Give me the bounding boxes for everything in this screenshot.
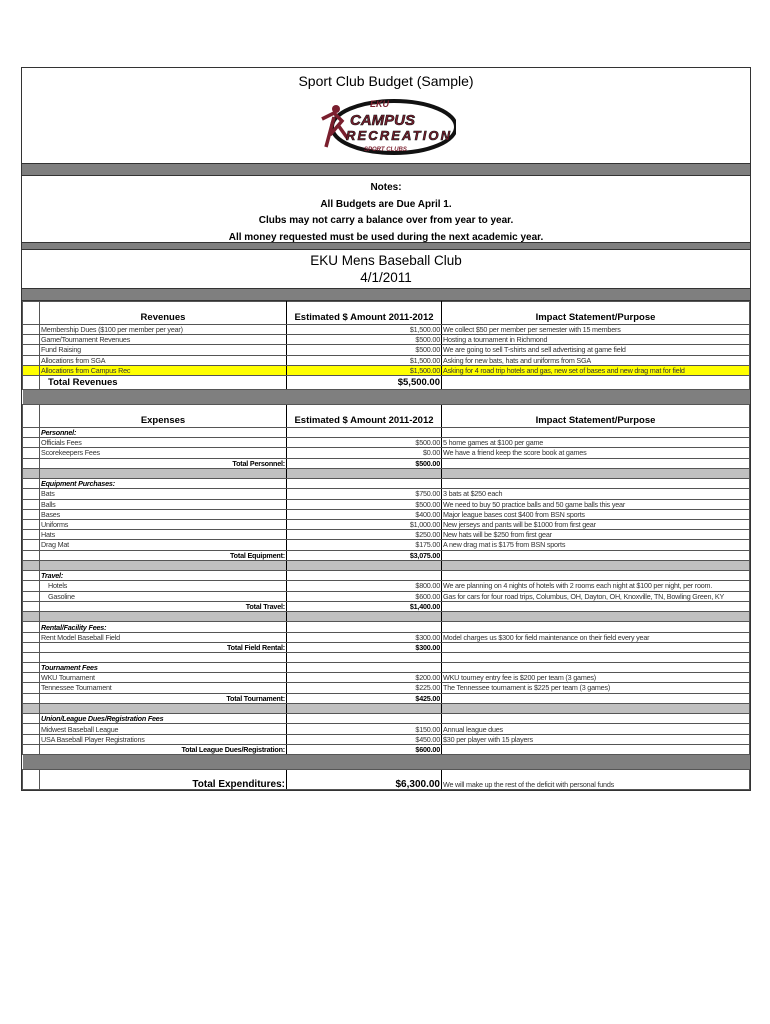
cell — [23, 448, 40, 458]
separator-bar — [22, 289, 750, 301]
cell — [23, 468, 40, 479]
expense-label: Bases — [40, 509, 287, 519]
cell — [442, 375, 750, 389]
cell — [40, 755, 287, 770]
cell — [442, 468, 750, 479]
revenue-amount: $500.00 — [287, 335, 442, 345]
cell — [23, 519, 40, 529]
expense-row — [23, 489, 750, 499]
separator-row — [23, 611, 750, 622]
cell — [23, 389, 40, 404]
cell — [23, 438, 40, 448]
cell — [23, 744, 40, 754]
cell — [23, 560, 40, 571]
cell — [40, 653, 287, 663]
revenue-label: Membership Dues ($100 per member per year) — [40, 325, 287, 335]
svg-text:EKU: EKU — [370, 99, 390, 109]
expense-section-title — [23, 427, 750, 437]
cell — [23, 404, 40, 427]
revenue-label: Allocations from Campus Rec — [40, 365, 287, 375]
cell — [287, 653, 442, 663]
cell — [287, 479, 442, 489]
expense-row — [23, 734, 750, 744]
cell — [23, 509, 40, 519]
section-total-amount: $500.00 — [287, 458, 442, 468]
expense-amount: $175.00 — [287, 540, 442, 550]
revenue-amount: $1,500.00 — [287, 325, 442, 335]
expense-amount: $450.00 — [287, 734, 442, 744]
revenues-header — [23, 302, 750, 325]
revenue-row — [23, 325, 750, 335]
section-title: Personnel: — [40, 427, 287, 437]
expense-label: Hotels — [40, 581, 287, 591]
revenue-label: Game/Tournament Revenues — [40, 335, 287, 345]
section-total-amount: $425.00 — [287, 693, 442, 703]
cell — [23, 365, 40, 375]
cell — [23, 325, 40, 335]
expense-label: Uniforms — [40, 519, 287, 529]
expense-row — [23, 438, 750, 448]
club-name: EKU Mens Baseball Club — [310, 253, 462, 268]
expense-note: Annual league dues — [442, 724, 750, 734]
note-line: All money requested must be used during the next academic year. — [228, 231, 544, 243]
expense-row — [23, 581, 750, 591]
revenue-note: We are going to sell T-shirts and sell advertising at game field — [442, 345, 750, 355]
cell — [40, 611, 287, 622]
revenue-note: Hosting a tournament in Richmond — [442, 335, 750, 345]
cell — [23, 540, 40, 550]
cell — [442, 601, 750, 611]
expense-row — [23, 499, 750, 509]
expense-label: Tennessee Tournament — [40, 683, 287, 693]
expense-note: Major league bases cost $400 from BSN sports — [442, 509, 750, 519]
expense-label: Midwest Baseball League — [40, 724, 287, 734]
separator-row — [23, 703, 750, 714]
expense-section-title — [23, 622, 750, 632]
expense-note: We have a friend keep the score book at games — [442, 448, 750, 458]
cell — [23, 571, 40, 581]
notes-section — [22, 176, 750, 243]
separator-row — [23, 653, 750, 663]
cell — [442, 693, 750, 703]
cell — [23, 755, 40, 770]
cell — [442, 663, 750, 673]
revenue-note: Asking for 4 road trip hotels and gas, new set of bases and new drag mat for field — [442, 365, 750, 375]
expense-amount: $0.00 — [287, 448, 442, 458]
expense-note: We are planning on 4 nights of hotels with 2 rooms each night at $100 per night, per room. — [442, 581, 750, 591]
expense-amount: $300.00 — [287, 632, 442, 642]
cell — [442, 389, 750, 404]
section-total-amount: $300.00 — [287, 642, 442, 652]
cell — [442, 622, 750, 632]
expense-label: Rent Model Baseball Field — [40, 632, 287, 642]
cell — [23, 335, 40, 345]
total-revenues-amount: $5,500.00 — [287, 375, 442, 389]
budget-table — [22, 301, 750, 790]
cell — [23, 479, 40, 489]
col-header-impact: Impact Statement/Purpose — [442, 404, 750, 427]
budget-date: 4/1/2011 — [360, 270, 412, 285]
expense-amount: $400.00 — [287, 509, 442, 519]
cell — [442, 653, 750, 663]
cell — [442, 703, 750, 714]
revenue-amount: $500.00 — [287, 345, 442, 355]
separator-row — [23, 755, 750, 770]
revenue-row — [23, 345, 750, 355]
expense-label: USA Baseball Player Registrations — [40, 734, 287, 744]
cell — [442, 755, 750, 770]
cell — [287, 714, 442, 724]
expense-section-title — [23, 571, 750, 581]
revenue-amount: $1,500.00 — [287, 365, 442, 375]
cell — [23, 693, 40, 703]
col-header-revenues: Revenues — [40, 302, 287, 325]
cell — [23, 375, 40, 389]
expense-label: Balls — [40, 499, 287, 509]
section-title: Union/League Dues/Registration Fees — [40, 714, 287, 724]
cell — [442, 744, 750, 754]
cell — [287, 571, 442, 581]
expense-note: WKU tourney entry fee is $200 per team (3 games) — [442, 673, 750, 683]
cell — [23, 683, 40, 693]
separator-row — [23, 560, 750, 571]
col-header-impact: Impact Statement/Purpose — [442, 302, 750, 325]
col-header-amount: Estimated $ Amount 2011-2012 — [287, 302, 442, 325]
section-title: Tournament Fees — [40, 663, 287, 673]
expenses-header — [23, 404, 750, 427]
cell — [23, 581, 40, 591]
cell — [23, 632, 40, 642]
expense-note: New jerseys and pants will be $1000 from first gear — [442, 519, 750, 529]
cell — [23, 550, 40, 560]
expense-label: Gasoline — [40, 591, 287, 601]
expense-label: WKU Tournament — [40, 673, 287, 683]
section-total-row — [23, 642, 750, 652]
expense-note: Gas for cars for four road trips, Columbus, OH, Dayton, OH, Knoxville, TN, Bowling Green, KY — [442, 591, 750, 601]
section-title: Equipment Purchases: — [40, 479, 287, 489]
note-line: All Budgets are Due April 1. — [320, 198, 452, 210]
cell — [23, 458, 40, 468]
cell — [23, 601, 40, 611]
expense-note: New hats will be $250 from first gear — [442, 530, 750, 540]
note-line: Clubs may not carry a balance over from year to year. — [258, 215, 514, 226]
expense-row — [23, 448, 750, 458]
club-section — [22, 250, 750, 289]
cell — [287, 560, 442, 571]
svg-text:SPORT CLUBS: SPORT CLUBS — [364, 147, 407, 153]
section-total-row — [23, 744, 750, 754]
expense-row — [23, 673, 750, 683]
cell — [287, 703, 442, 714]
section-total-row — [23, 693, 750, 703]
expense-section-title — [23, 479, 750, 489]
cell — [23, 345, 40, 355]
revenue-label: Allocations from SGA — [40, 355, 287, 365]
cell — [23, 770, 40, 790]
cell — [287, 755, 442, 770]
revenue-label: Fund Raising — [40, 345, 287, 355]
expense-note: We need to buy 50 practice balls and 50 game balls this year — [442, 499, 750, 509]
separator-row — [23, 468, 750, 479]
revenue-row — [23, 335, 750, 345]
section-total-label: Total League Dues/Registration: — [40, 744, 287, 754]
section-total-label: Total Field Rental: — [40, 642, 287, 652]
total-expenditures-amount: $6,300.00 — [287, 770, 442, 790]
section-total-amount: $1,400.00 — [287, 601, 442, 611]
section-total-row — [23, 550, 750, 560]
revenue-note: We collect $50 per member per semester with 15 members — [442, 325, 750, 335]
page-title: Sport Club Budget (Sample) — [298, 73, 474, 89]
expense-note: 5 home games at $100 per game — [442, 438, 750, 448]
expense-row — [23, 519, 750, 529]
expense-note: 3 bats at $250 each — [442, 489, 750, 499]
revenue-note: Asking for new bats, hats and uniforms from SGA — [442, 355, 750, 365]
expense-label: Scorekeepers Fees — [40, 448, 287, 458]
svg-text:RECREATION: RECREATION — [346, 128, 450, 143]
cell — [287, 427, 442, 437]
section-title: Rental/Facility Fees: — [40, 622, 287, 632]
cell — [287, 611, 442, 622]
cell — [40, 468, 287, 479]
section-total-label: Total Tournament: — [40, 693, 287, 703]
cell — [23, 724, 40, 734]
section-total-amount: $600.00 — [287, 744, 442, 754]
revenue-amount: $1,500.00 — [287, 355, 442, 365]
cell — [23, 355, 40, 365]
expense-amount: $600.00 — [287, 591, 442, 601]
revenue-row — [23, 365, 750, 375]
col-header-amount: Estimated $ Amount 2011-2012 — [287, 404, 442, 427]
cell — [23, 489, 40, 499]
expense-note: A new drag mat is $175 from BSN sports — [442, 540, 750, 550]
cell — [23, 499, 40, 509]
expense-amount: $500.00 — [287, 499, 442, 509]
expense-section-title — [23, 714, 750, 724]
cell — [442, 642, 750, 652]
cell — [442, 571, 750, 581]
cell — [40, 560, 287, 571]
total-revenues-label: Total Revenues — [40, 375, 287, 389]
cell — [40, 703, 287, 714]
cell — [442, 427, 750, 437]
expense-section-title — [23, 663, 750, 673]
expense-note: Model charges us $300 for field maintenance on their field every year — [442, 632, 750, 642]
cell — [287, 468, 442, 479]
cell — [287, 622, 442, 632]
cell — [23, 734, 40, 744]
cell — [23, 591, 40, 601]
notes-heading: Notes: — [370, 182, 402, 193]
expense-label: Bats — [40, 489, 287, 499]
cell — [23, 703, 40, 714]
cell — [23, 673, 40, 683]
expense-label: Officials Fees — [40, 438, 287, 448]
section-total-label: Total Personnel: — [40, 458, 287, 468]
cell — [23, 653, 40, 663]
cell — [40, 389, 287, 404]
cell — [442, 550, 750, 560]
cell — [23, 611, 40, 622]
total-revenues-row — [23, 375, 750, 389]
campus-recreation-logo — [316, 95, 456, 157]
section-title: Travel: — [40, 571, 287, 581]
expense-note: The Tennessee tournament is $225 per team (3 games) — [442, 683, 750, 693]
section-total-amount: $3,075.00 — [287, 550, 442, 560]
title-section — [22, 68, 750, 164]
budget-sheet — [21, 67, 751, 791]
expense-amount: $250.00 — [287, 530, 442, 540]
section-total-label: Total Travel: — [40, 601, 287, 611]
expense-row — [23, 683, 750, 693]
total-expenditures-note: We will make up the rest of the deficit with personal funds — [442, 770, 750, 790]
expense-row — [23, 632, 750, 642]
expense-row — [23, 509, 750, 519]
col-header-expenses: Expenses — [40, 404, 287, 427]
expense-row — [23, 591, 750, 601]
cell — [442, 611, 750, 622]
cell — [23, 622, 40, 632]
expense-amount: $1,000.00 — [287, 519, 442, 529]
expense-row — [23, 724, 750, 734]
cell — [23, 663, 40, 673]
section-total-row — [23, 601, 750, 611]
cell — [23, 427, 40, 437]
cell — [442, 458, 750, 468]
separator-row — [23, 389, 750, 404]
expense-row — [23, 530, 750, 540]
section-total-label: Total Equipment: — [40, 550, 287, 560]
expense-label: Drag Mat — [40, 540, 287, 550]
cell — [287, 663, 442, 673]
expense-amount: $200.00 — [287, 673, 442, 683]
cell — [23, 302, 40, 325]
cell — [442, 479, 750, 489]
expense-amount: $150.00 — [287, 724, 442, 734]
cell — [442, 714, 750, 724]
expense-amount: $800.00 — [287, 581, 442, 591]
cell — [442, 560, 750, 571]
expense-amount: $225.00 — [287, 683, 442, 693]
cell — [23, 714, 40, 724]
section-total-row — [23, 458, 750, 468]
expense-note: $30 per player with 15 players — [442, 734, 750, 744]
separator-bar — [22, 164, 750, 176]
cell — [23, 530, 40, 540]
expense-amount: $500.00 — [287, 438, 442, 448]
cell — [287, 389, 442, 404]
expense-row — [23, 540, 750, 550]
expense-amount: $750.00 — [287, 489, 442, 499]
expense-label: Hats — [40, 530, 287, 540]
total-expenditures-label: Total Expenditures: — [40, 770, 287, 790]
revenue-row — [23, 355, 750, 365]
cell — [23, 642, 40, 652]
total-expenditures-row — [23, 770, 750, 790]
svg-text:CAMPUS: CAMPUS — [350, 112, 416, 129]
